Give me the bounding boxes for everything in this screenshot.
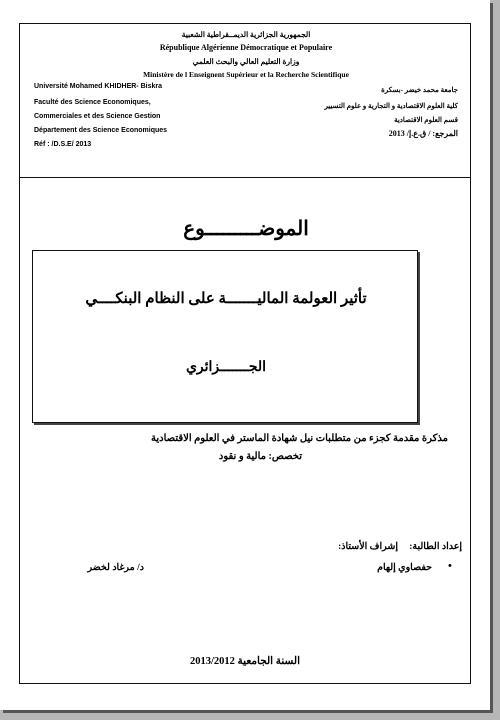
reference-arabic: المرجع: / ق.ع.إ/ 2013 <box>388 129 458 138</box>
faculty-french-line2: Commerciales et des Science Gestion <box>34 113 161 120</box>
subject-heading: الموضـــــــــوع <box>183 218 309 240</box>
thesis-title-box <box>32 250 418 423</box>
department-french: Département des Science Economiques <box>34 127 168 134</box>
thesis-title: تأثير العولمة الماليـــــــة على النظام البنكــــي <box>85 291 367 307</box>
department-arabic: قسم العلوم الاقتصادية <box>394 116 458 124</box>
thesis-description: مذكرة مقدمة كجزء من متطلبات نيل شهادة الماستر في العلوم الاقتصادية <box>151 433 448 444</box>
thesis-specialty: تخصص: مالية و نقود <box>218 451 302 462</box>
academic-year: السنة الجامعية 2013/2012 <box>189 656 301 667</box>
supervisor-label: إشراف الأستاذ: <box>338 542 398 552</box>
french-republic-name: République Algérienne Démocratique et Populaire <box>159 43 333 52</box>
faculty-arabic: كلية العلوم الاقتصادية و التجارية و علوم التسيير <box>324 102 458 110</box>
list-bullet: • <box>448 560 452 572</box>
student-name: حفصاوي إلهام <box>377 563 432 573</box>
supervisor-name: د/ مرغاد لخضر <box>87 563 144 573</box>
header-divider <box>20 177 470 178</box>
university-arabic: جامعة محمد خيضر -بسكرة <box>381 86 458 94</box>
faculty-french-line1: Faculté des Science Economiques, <box>34 99 151 106</box>
arabic-republic-name: الجمهورية الجزائرية الديمــقراطية الشعبية <box>181 30 311 39</box>
thesis-title-country: الجـــــــزائري <box>185 360 267 375</box>
arabic-ministry-name: وزارة التعليم العالي والبحث العلمي <box>192 57 300 66</box>
university-french: Université Mohamed KHIDHER- Biskra <box>34 83 162 90</box>
reference-french: Réf : /D.S.E/ 2013 <box>34 141 92 148</box>
prepared-by-label: إعداد الطالبة: <box>409 542 462 552</box>
french-ministry-name: Ministère de l Enseignent Supérieur et la Recherche Scientifique <box>143 70 349 79</box>
